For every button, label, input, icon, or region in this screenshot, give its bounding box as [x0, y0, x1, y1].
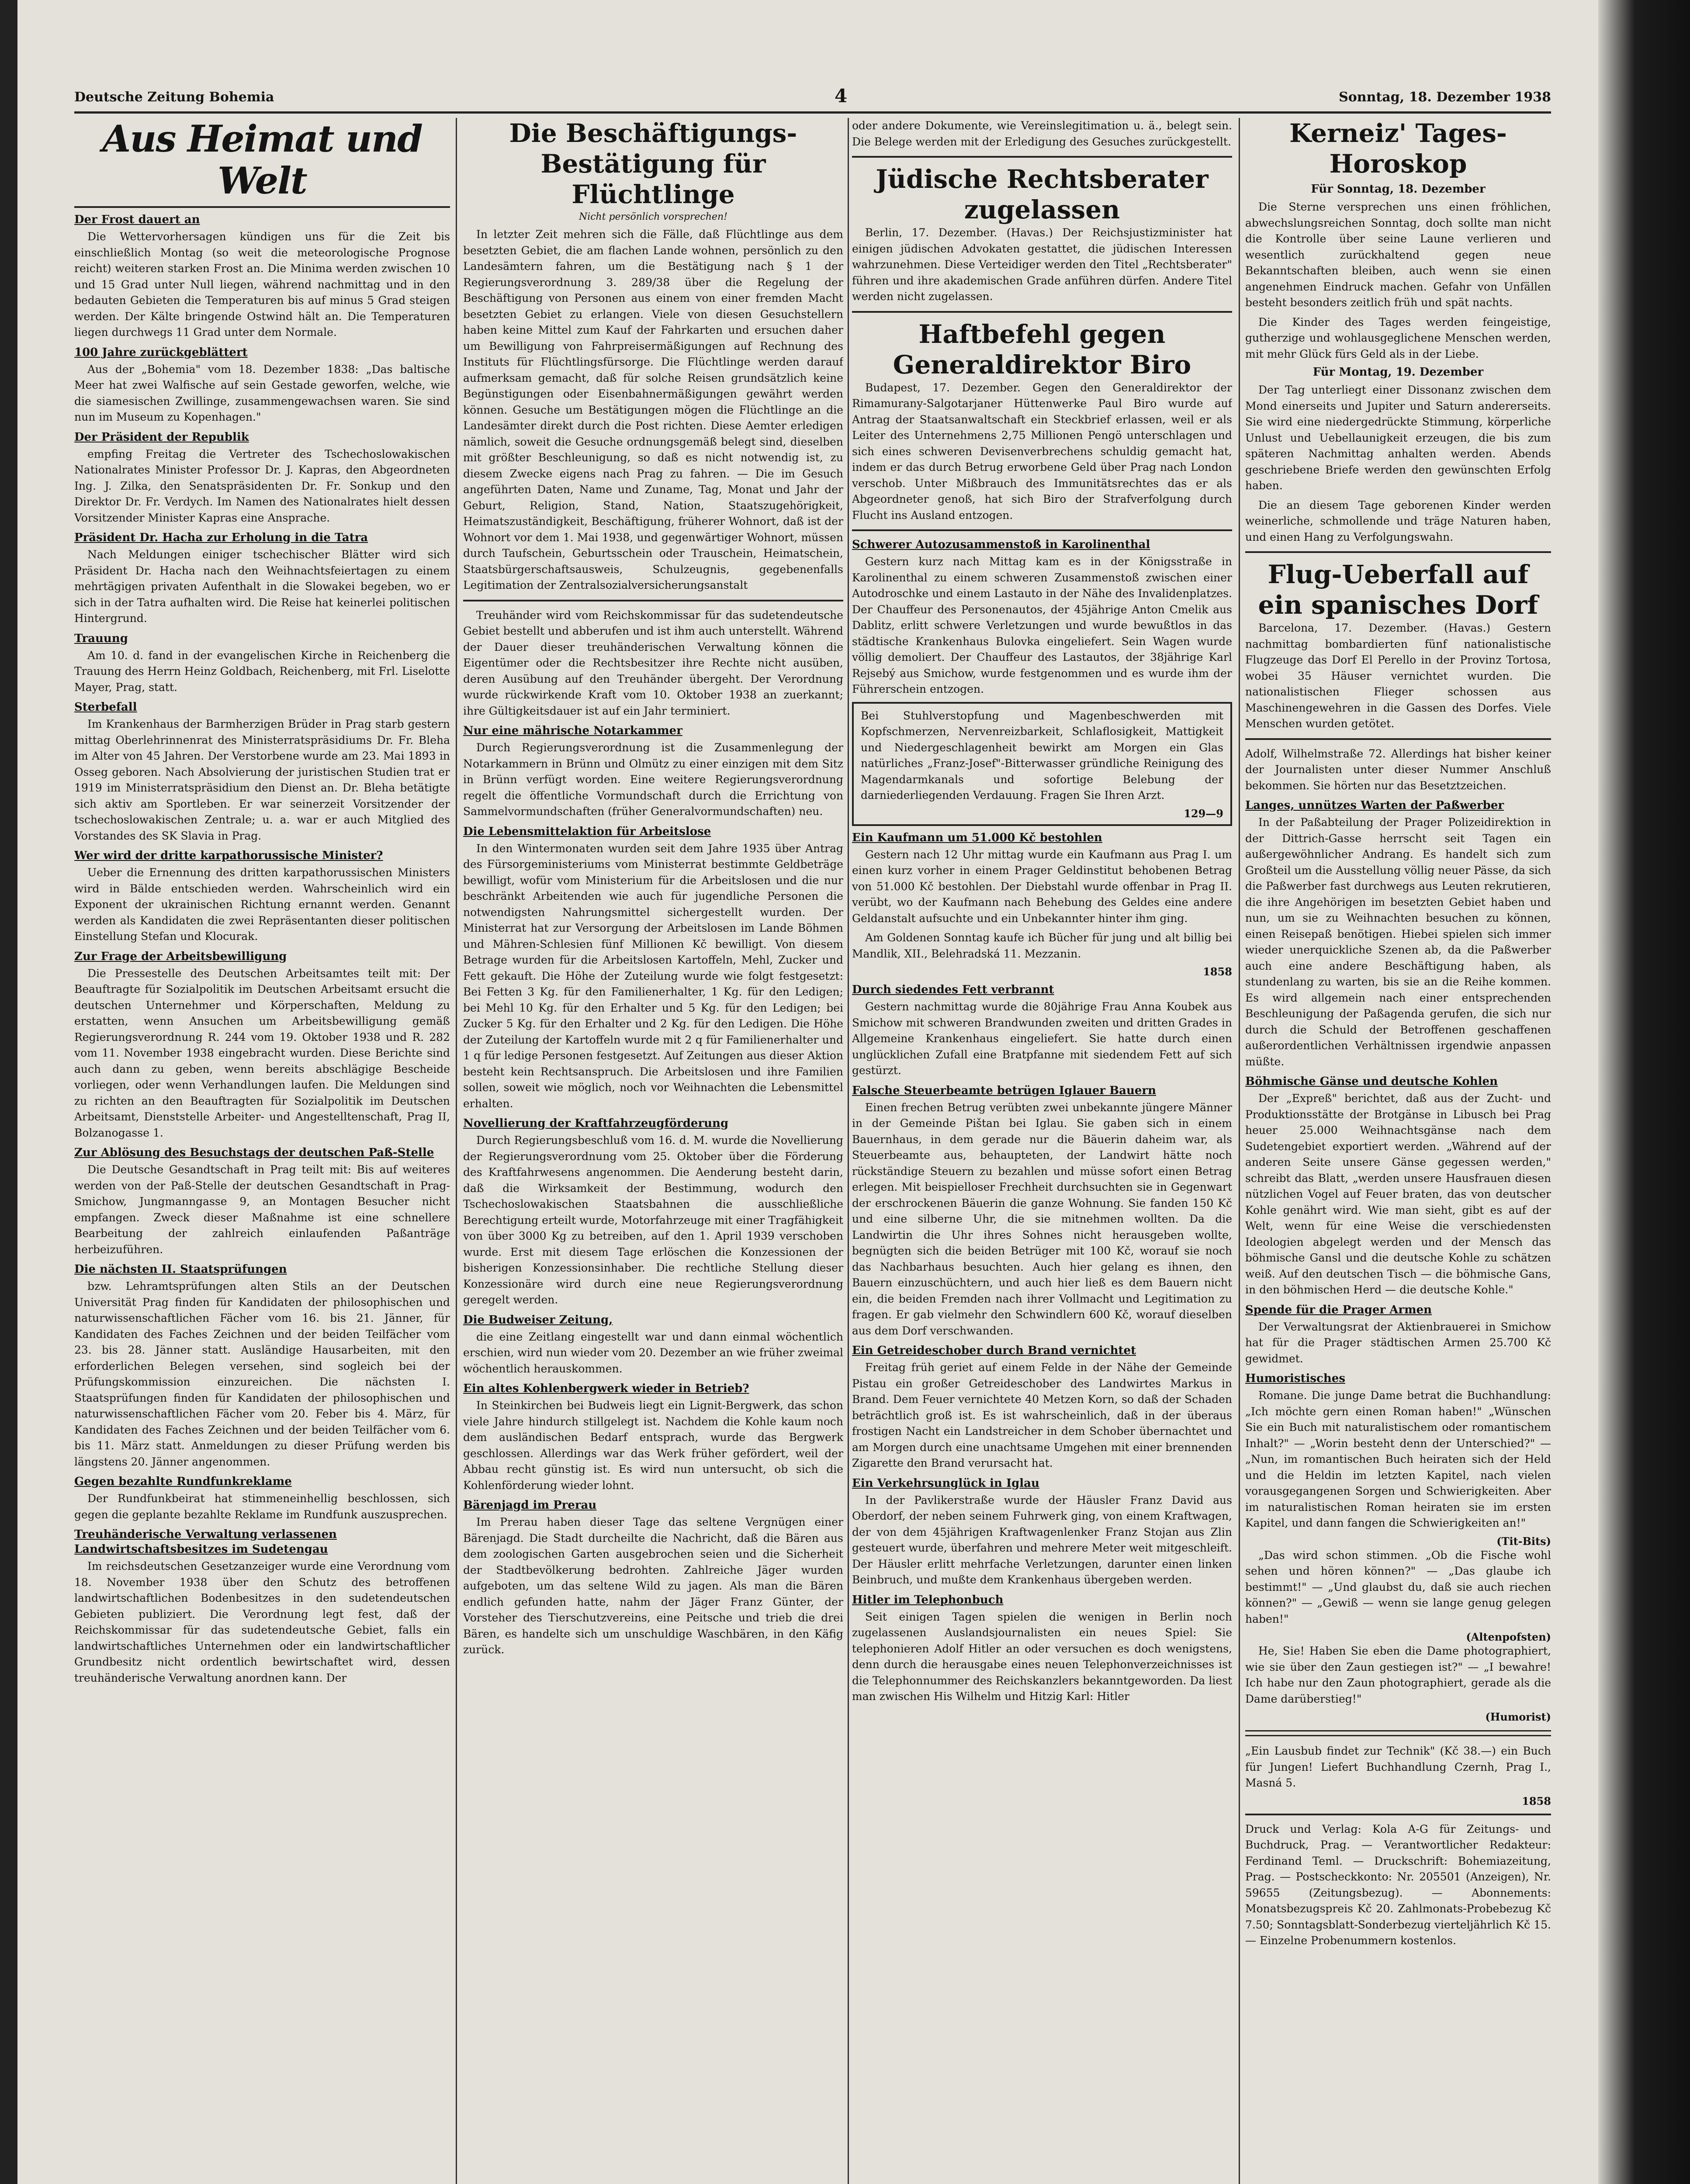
article-text: bzw. Lehramtsprüfungen alten Stils an der Deutschen Universität Prag finden für Kandidaten der philosophischen und naturwissenschaftlichen Fächer vom 16. bis 21. Jänner, für Kandidaten des Faches Zeichnen und der beiden Teilfächer vom 23. bis 28. Jänner statt. Ausländige Hausarbeiten, mit den erforderlichen Belegen versehen, sind sogleich bei der Prüfungskommission einzureichen. Die nächsten I. Staatsprüfungen finden für Kandidaten der philosophischen und naturwissenschaftlichen Fächer vom 20. Feber bis 4. März, für Kandidaten des Faches Zeichnen und der beiden Teilfächer vom 6. bis 11. März statt. Anmeldungen zu dieser Prüfung werden bis längstens 20. Jänner angenommen.	[74, 1280, 450, 1468]
article-heading: Ein altes Kohlenbergwerk wieder in Betrieb?	[463, 1382, 749, 1395]
article-text: Romane. Die junge Dame betrat die Buchhandlung: „Ich möchte gern einen Roman haben!" „Wünschen Sie ein Buch mit naturalistischem oder romantischem Inhalt?" — „Worin besteht denn der Unterschied?" — „Nun, im romantischen Buch heiraten sich der Held und die Heldin im letzten Kapitel, nach vielen vorausgegangenen Sorgen und Schwierigkeiten. Aber im naturalistischen Roman heiraten sie im ersten Kapitel, und dann fangen die Schwierigkeiten an!"	[1245, 1389, 1551, 1529]
article-heading: Humoristisches	[1245, 1372, 1345, 1385]
divider	[852, 156, 1232, 158]
article-text: In den Wintermonaten wurden seit dem Jahre 1935 über Antrag des Fürsorgeministeriums vom Ministerrat bestimmte Geldbeträge bewilligt, wofür vom Ministerium für die Arbeitslosen und die nur beschränkt Arbeitenden wie auch für jugendliche Personen die notwendigsten Nahrungsmittel sichergestellt wurden. Der Ministerrat hat zur Versorgung der Arbeitslosen im Lande Böhmen und Mähren-Schlesien fünf Millionen Kč bewilligt. Von diesem Betrage wurden für die Arbeitslosen Kartoffeln, Mehl, Zucker und Fett gekauft. Die Höhe der Zuteilung wurde wie folgt festgesetzt: Bei Fetten 3 Kg. für den Familienerhalter, 1 Kg. für den Ledigen; bei Mehl 10 Kg. für den Erhalter und 5 Kg. für den Ledigen; bei Zucker 5 Kg. für den Erhalter und 2 Kg. für den Ledigen. Die Höhe der Zuteilung der Kartoffeln wurde mit 2 q für Familienerhalter und 1 q für ledige Personen festgesetzt. Auf Zeitungen aus dieser Aktion besteht kein Rechtsanspruch. Die Arbeitslosen und ihre Familien sollen, soweit wie möglich, noch vor Weihnachten die Lebensmittel erhalten.	[463, 842, 843, 1110]
article-text: oder andere Dokumente, wie Vereinslegitimation u. ä., belegt sein. Die Belege werden mit der Erledigung des Gesuches zurückgestellt.	[852, 119, 1232, 148]
article-subtitle: Nicht persönlich vorsprechen!	[578, 211, 728, 222]
article-text: Freitag früh geriet auf einem Felde in der Nähe der Gemeinde Pistau ein großer Getreideschober des Landwirtes Markus in Brand. Dem Feuer vernichtete 40 Metzen Korn, so daß der Schaden beträchtlich groß ist. Es ist wahrscheinlich, daß in der überaus frostigen Nacht ein Landstreicher in dem Schober übernachtet und am Morgen durch eine unachtsame Umgehen mit einer brennenden Zigarette den Brand verursacht hat.	[852, 1361, 1232, 1469]
article-heading: Nur eine mährische Notarkammer	[463, 724, 682, 737]
column-1	[74, 118, 450, 2184]
column-rule	[456, 118, 457, 2184]
article-text: Aus der „Bohemia" vom 18. Dezember 1838: „Das baltische Meer hat zwei Walfische auf sein Gestade geworfen, welche, wie die siamesischen Zwillinge, zusammengewachsen waren. Sie sind nun im Museum zu Kopenhagen."	[74, 363, 450, 423]
article-text: Gestern kurz nach Mittag kam es in der Königsstraße in Karolinenthal zu einem schweren Zusammenstoß zwischen einer Autodroschke und einem Lastauto in der Nähe des Invalidenplatzes. Der Chauffeur des Personenautos, der 45jährige Anton Cmelik aus Dablitz, erlitt schwere Verletzungen und wurde bewußtlos in das städtische Krankenhaus Bulovka eingeliefert. Sein Wagen wurde völlig demoliert. Der Chauffeur des Lastautos, der 38jährige Karl Rejsebý aus Smichow, wurde festgenommen und es wurde ihm der Führerschein entzogen.	[852, 555, 1232, 695]
article-text: Nach Meldungen einiger tschechischer Blätter wird sich Präsident Dr. Hacha nach den Weihnachtsfeiertagen zu einem mehrtägigen privaten Aufenthalt in die Slowakei begeben, wo er sich in der Tatra aufhalten wird. Die Reise hat keinerlei politischen Hintergrund.	[74, 548, 450, 625]
divider	[852, 311, 1232, 313]
article-title: Die Beschäftigungs-Bestätigung für Flüchtlinge	[509, 118, 797, 209]
article-heading: Gegen bezahlte Rundfunkreklame	[74, 1475, 292, 1488]
article-heading: Durch siedendes Fett verbrannt	[852, 983, 1054, 996]
article-text: Barcelona, 17. Dezember. (Havas.) Gestern nachmittag bombardierten fünf nationalistische Flugzeuge das Dorf El Perello in der Provinz Tortosa, wobei 35 Häuser vernichtet wurden. Die nationalistischen Flieger schossen aus Maschinengewehren in die Gassen des Dorfes. Viele Menschen wurden getötet.	[1245, 622, 1551, 730]
article-heading: Novellierung der Kraftfahrzeugförderung	[463, 1117, 729, 1130]
scan-edge-left	[0, 0, 17, 2184]
article-text: Einen frechen Betrug verübten zwei unbekannte jüngere Männer in der Gemeinde Pištan bei Iglau. Sie gaben sich in einem Bauernhaus, in dem gerade nur die Bäuerin daheim war, als Steuerbeamte aus, behaupteten, der Landwirt hätte noch rückständige Steuern zu bezahlen und müsse sofort einen Betrag erlegen. Mit beispielloser Frechheit durchsuchten sie in Gegenwart der erschrockenen Bäuerin die ganze Wohnung. Sie fanden 150 Kč und eine silberne Uhr, die sie mitnehmen wollten. Da die Landwirtin die Uhr ihres Sohnes nicht herausgeben wollte, begnügten sich die beiden Betrüger mit 100 Kč, worauf sie noch das Nachbarhaus besuchten. Auch hier gelang es ihnen, den Bauern einzuschüchtern, und auch hier ließ es dem Bauern nicht ein, die beiden Fremden nach ihrer Vollmacht und Legitimation zu fragen. Er gab vielmehr den Schwindlern 600 Kč, worauf dieselben aus dem Dorf verschwanden.	[852, 1101, 1232, 1337]
ad-code: 1858	[1203, 965, 1232, 978]
article-text: Der Tag unterliegt einer Dissonanz zwischen dem Mond einerseits und Jupiter und Saturn andererseits. Sie wird eine niedergedrückte Stimmung, körperliche Unlust und Uebellaunigkeit erzeugen, die bis zum späteren Nachmittag anhalten werden. Abends geschriebene Briefe werden den gewünschten Erfolg haben.	[1245, 384, 1551, 492]
article-heading: Bärenjagd im Prerau	[463, 1499, 597, 1512]
advertisement-text: Am Goldenen Sonntag kaufe ich Bücher für jung und alt billig bei Mandlik, XII., Belehradská 11. Mezzanin.	[852, 931, 1232, 960]
article-text: Der Rundfunkbeirat hat stimmeneinhellig beschlossen, sich gegen die geplante bezahlte Reklame im Rundfunk auszusprechen.	[74, 1492, 450, 1521]
article-text: In Steinkirchen bei Budweis liegt ein Lignit-Bergwerk, das schon viele Jahre hindurch stillgelegt ist. Nachdem die Kohle kaum noch dem ausländischen Bedarf entsprach, wurde das Bergwerk geschlossen. Allerdings war das Werk früher gefördert, weil der Abbau recht günstig ist. Es wird nun untersucht, ob sich die Kohlenförderung wieder lohnt.	[463, 1399, 843, 1492]
article-text: „Das wird schon stimmen. „Ob die Fische wohl sehen und hören können?" — „Das glaube ich bestimmt!" — „Und glaubst du, daß sie auch riechen können?" — „Gewiß — wenn sie lange genug gelegen haben!"	[1245, 1548, 1551, 1625]
article-text: Ueber die Ernennung des dritten karpathorussischen Ministers wird in Bälde entschieden werden. Wahrscheinlich wird ein Exponent der ukrainischen Richtung ernannt werden. Genannt werden als Kandidaten die zwei Repräsentanten dieser politischen Einstellung Stefan und Klocurak.	[74, 866, 450, 943]
article-heading: Präsident Dr. Hacha zur Erholung in die Tatra	[74, 531, 368, 544]
imprint: Druck und Verlag: Kola A-G für Zeitungs- und Buchdruck, Prag. — Verantwortlicher Redakteur: Ferdinand Teml. — Druckschrift: Bohemiazeitung, Prag. — Postscheckkonto: Nr. 205501 (Anzeigen), Nr. 59655 (Zeitungsbezug). — Abonnements: Monatsbezugspreis Kč 20. Zahlmonats-Probebezug Kč 7.50; Sonntagsblatt-Sonderbezug vierteljährlich Kč 15. — Einzelne Probenummern kostenlos.	[1245, 1822, 1551, 1947]
article-heading: Sterbefall	[74, 701, 137, 714]
article-title: Flug-Ueberfall auf ein spanisches Dorf	[1258, 560, 1538, 620]
column-4	[1245, 118, 1551, 2184]
article-text: Im Krankenhaus der Barmherzigen Brüder in Prag starb gestern mittag Oberlehrinnenrat des Ministerratspräsidiums Dr. Fr. Bleha im Alter von 45 Jahren. Der Verstorbene wurde am 23. Mai 1893 in Osseg geboren. Nach Absolvierung der juristischen Studien trat er 1919 im Ministerratspräsidium den Dienst an. Dr. Bleha betätigte sich aktiv am Sportleben. Er war seinerzeit Vorsitzender der tschechoslowakischen Zentrale; u. a. war er auch Mitglied des Vorstandes des SK Slavia in Prag.	[74, 718, 450, 842]
article-text: In letzter Zeit mehren sich die Fälle, daß Flüchtlinge aus dem besetzten Gebiet, die am flachen Lande wohnen, persönlich zu den Landesämtern fahren, um die Bestätigung nach § 1 der Regierungsverordnung 3. 289/38 über die Regelung der Beschäftigung von Personen aus einem von einer fremden Macht besetzten Gebiet zu erlangen. Viele von diesen Gesuchstellern haben keine Mittel zum Kauf der Fahrkarten und ersuchen daher um Bewilligung von Fahrpreisermäßigungen auf Rechnung des Instituts für Flüchtlingsfürsorge. Die Flüchtlinge werden darauf aufmerksam gemacht, daß für solche Reisen grundsätzlich keine Begünstigungen oder Eisenbahnermäßigungen gewährt werden können. Gesuche um Bestätigungen mögen die Flüchtlinge an die Landesämter direkt durch die Post richten. Diese Aemter erledigen nämlich, soweit die Gesuche ordnungsgemäß belegt sind, dieselben mit größter Beschleunigung, so daß es nicht notwendig ist, zu diesem Zwecke eigens nach Prag zu fahren. — Die im Gesuch angeführten Daten, Name und Zuname, Tag, Monat und Jahr der Geburt, Religion, Stand, Nation, Staatszugehörigkeit, Heimatszuständigkeit, Beschäftigung, früherer Wohnort, daß ist der Wohnort vor dem 1. Mai 1938, und gegenwärtiger Wohnort, müssen durch Taufschein, Geburtsschein oder Trauschein, Heimatschein, Staatsbürgerschaftsausweis, Schulzeugnis, gegebenenfalls Legitimation der Zentralsozialversicherungsanstalt	[463, 228, 843, 591]
article-heading: Der Präsident der Republik	[74, 430, 249, 444]
advertisement-text: Bei Stuhlverstopfung und Magenbeschwerden mit Kopfschmerzen, Nervenreizbarkeit, Schlaflosigkeit, Mattigkeit und Niedergeschlagenheit bewirkt am Morgen ein Glas natürliches „Franz-Josef"-Bitterwasser gründliche Reinigung des Magendarmkanals und sofortige Belebung der darniederliegenden Verdauung. Fragen Sie Ihren Arzt.	[861, 709, 1223, 802]
ad-code: 129—9	[1184, 807, 1223, 820]
article-heading: Die Budweiser Zeitung,	[463, 1313, 613, 1327]
article-text: He, Sie! Haben Sie eben die Dame photographiert, wie sie über den Zaun gestiegen ist?" — „I bewahre! Ich habe nur den Zaun photographiert, gerade als die Dame darüberstieg!"	[1245, 1645, 1551, 1705]
article-text: Die Kinder des Tages werden feingeistige, gutherzige und wohlausgeglichene Menschen werden, mit mehr Glück fürs Geld als in der Liebe.	[1245, 315, 1551, 360]
article-heading: Langes, unnützes Warten der Paßwerber	[1245, 799, 1504, 812]
article-text: Die an diesem Tage geborenen Kinder werden weinerliche, schmollende und träge Naturen haben, und einen Hang zu Verfolgungswahn.	[1245, 498, 1551, 543]
article-text: Im reichsdeutschen Gesetzanzeiger wurde eine Verordnung vom 18. November 1938 über den Schutz des betroffenen landwirtschaftlichen Bodenbesitzes in den sudetendeutschen Gebieten publiziert. Die Verordnung legt fest, daß der Reichskommissar für das sudetendeutsche Gebiet, falls ein landwirtschaftliches Unternehmen oder ein landwirtschaftlicher Grundbesitz nicht ordentlich bewirtschaftet wird, dessen treuhänderische Verwaltung anordnen kann. Der	[74, 1560, 450, 1684]
divider	[1245, 1730, 1551, 1736]
article-heading: Böhmische Gänse und deutsche Kohlen	[1245, 1075, 1498, 1088]
article-title: Jüdische Rechtsberater zugelassen	[876, 164, 1209, 225]
article-heading: Wer wird der dritte karpathorussische Minister?	[74, 849, 383, 862]
article-text: Gestern nach 12 Uhr mittag wurde ein Kaufmann aus Prag I. um einen kurz vorher in einem Prager Geldinstitut behobenen Betrag von 51.000 Kč bestohlen. Der Diebstahl wurde offenbar in Prag II. verübt, wo der Kaufmann nach Behebung des Geldes eine andere Geldanstalt aufsuchte und ein Unbekannter hinter ihm ging.	[852, 848, 1232, 925]
article-heading: Hitler im Telephonbuch	[852, 1593, 1004, 1607]
article-heading: Ein Getreideschober durch Brand vernichtet	[852, 1344, 1136, 1357]
article-heading: Die Lebensmittelaktion für Arbeitslose	[463, 825, 711, 838]
article-heading: Treuhänderische Verwaltung verlassenen Landwirtschaftsbesitzes im Sudetengau	[74, 1528, 337, 1556]
article-text: Seit einigen Tagen spielen die wenigen in Berlin noch zugelassenen Auslandsjournalisten ein neues Spiel: Sie telephonieren Adolf Hitler an oder versuchen es doch wenigstens, denn durch die herausgabe eines neuen Telephonverzeichnisses ist die Telephonnummer des Reichskanzlers bekanntgeworden. Da liest man zwischen His Wilhelm und Hitzig Karl: Hitler	[852, 1610, 1232, 1703]
article-heading: Die nächsten II. Staatsprüfungen	[74, 1263, 287, 1276]
article-heading: Zur Ablösung des Besuchstags der deutschen Paß-Stelle	[74, 1146, 434, 1159]
article-text: Adolf, Wilhelmstraße 72. Allerdings hat bisher keiner der Journalisten unter dieser Nummer Anschluß bekommen. Sie hörten nur das Besetztzeichen.	[1245, 747, 1551, 792]
article-heading: Schwerer Autozusammenstoß in Karolinenthal	[852, 538, 1150, 551]
article-text: Der „Expreß" berichtet, daß aus der Zucht- und Produktionsstätte der Brotgänse in Libusch bei Prag heuer 25.000 Weihnachtsgänse nach dem Sudetengebiet exportiert werden. „Während auf der anderen Seite unsere Gänse gegessen werden," schreibt das Blatt, „werden unsere Hausfrauen diesen nützlichen Vogel auf Feuer braten, das von deutscher Kohle genährt wird. Wie man sieht, gibt es auf der Welt, wenn für eine Weise die verschiedensten Ideologien abgelegt werden und der Mensch das böhmische Gansl und die deutsche Kohle zu schätzen weiß. Auf den deutschen Tisch — die böhmische Gans, in den böhmischen Herd — die deutsche Kohle."	[1245, 1092, 1551, 1296]
section-title: Aus Heimat und Welt	[74, 118, 450, 208]
issue-date: Sonntag, 18. Dezember 1938	[1339, 90, 1551, 105]
divider	[852, 529, 1232, 531]
article-text: Im Prerau haben dieser Tage das seltene Vergnügen einer Bärenjagd. Die Stadt durcheilte die Nachricht, daß die Bären aus dem zoologischen Garten ausgebrochen seien und die Sicherheit der Stadtbevölkerung bedrohten. Zahlreiche Jäger wurden aufgeboten, um das seltene Wild zu jagen. Als man die Bären endlich gefunden hatte, nahm der Jäger Franz Günter, der Vorsteher des Tierschutzvereins, eine Peitsche und trieb die drei Bären, es handelte sich um unschuldige Waschbären, in den Käfig zurück.	[463, 1516, 843, 1656]
horoscope-date: Für Montag, 19. Dezember	[1313, 366, 1484, 379]
article-text: Durch Regierungsverordnung ist die Zusammenlegung der Notarkammern in Brünn und Olmütz zu einer einzigen mit dem Sitz in Brünn verfügt worden. Eine weitere Regierungsverordnung regelt die öffentliche Vormundschaft durch die Errichtung von Sammelvormundschaften (früher Generalvormundschaften) neu.	[463, 741, 843, 818]
page-header	[74, 85, 1551, 114]
article-text: Gestern nachmittag wurde die 80jährige Frau Anna Koubek aus Smichow mit schweren Brandwunden zweiten und dritten Grades in Allgemeine Krankenhaus eingeliefert. Sie hatte durch einen unglücklichen Zufall eine Bratpfanne mit siedendem Fett auf sich gestürzt.	[852, 1000, 1232, 1077]
article-text: Die Deutsche Gesandtschaft in Prag teilt mit: Bis auf weiteres werden von der Paß-Stelle der deutschen Gesandtschaft in Prag-Smichow, Jungmanngasse 9, an Montagen Besucher nicht empfangen. Zweck dieser Maßnahme ist eine schnellere Bearbeitung der zahlreich einlaufenden Paßanträge herbeizuführen.	[74, 1163, 450, 1256]
quote-source: (Tit-Bits)	[1496, 1534, 1551, 1548]
article-heading: Zur Frage der Arbeitsbewilligung	[74, 950, 287, 963]
article-text: Budapest, 17. Dezember. Gegen den Generaldirektor der Rimamurany-Salgotarjaner Hüttenwerke Paul Biro wurde auf Antrag der Staatsanwaltschaft ein Steckbrief erlassen, weil er als Leiter des Unternehmens 2,75 Millionen Pengö unterschlagen und sich eines schweren Devisenverbrechens schuldig gemacht hat, indem er das durch Betrug erworbene Geld über Prag nach London verschob. Unter Mißbrauch des Immunitätsrechtes das er als Abgeordneter genoß, hat sich Biro der Strafverfolgung durch Flucht ins Ausland entzogen.	[852, 381, 1232, 522]
article-heading: 100 Jahre zurückgeblättert	[74, 346, 248, 359]
article-text: Berlin, 17. Dezember. (Havas.) Der Reichsjustizminister hat einigen jüdischen Advokaten gestattet, die jüdischen Interessen wahrzunehmen. Diese Verteidiger werden den Titel „Rechtsberater" führen und ihre akademischen Grade anführen dürfen. Andere Titel werden nicht zugelassen.	[852, 226, 1232, 303]
article-text: Die Sterne versprechen uns einen fröhlichen, abwechslungsreichen Sonntag, doch sollte man nicht die Kontrolle über seine Laune verlieren und wesentlich zurückhaltend gegen neue Bekanntschaften bleiben, auch wenn sie einen angenehmen Eindruck machen. Gefahr von Unfällen besteht besonders zeitlich früh und spät nachts.	[1245, 200, 1551, 309]
advertisement-box	[852, 702, 1232, 826]
column-rule	[848, 118, 849, 2184]
article-text: In der Pavlikerstraße wurde der Häusler Franz David aus Oberdorf, der neben seinem Fuhrwerk ging, von einem Kraftwagen, der von dem 45jährigen Kraftwagenlenker Franz Stojan aus Zlin gesteuert wurde, überfahren und mehrere Meter weit mitgeschleift. Der Häusler erlitt mehrfache Verletzungen, darunter einen linken Beinbruch, und mußte dem Krankenhaus übergeben werden.	[852, 1493, 1232, 1586]
advertisement-text: „Ein Lausbub findet zur Technik" (Kč 38.—) ein Buch für Jungen! Liefert Buchhandlung Czernh, Prag I., Masná 5.	[1245, 1745, 1551, 1789]
divider	[1245, 551, 1551, 553]
article-text: Die Wettervorhersagen kündigen uns für die Zeit bis einschließlich Montag (so weit die meteorologische Prognose reicht) weiteren starken Frost an. Die Minima werden zwischen 10 und 15 Grad unter Null liegen, während nachmittag und in den bedauten Gebieten die Temperaturen bis auf minus 5 Grad steigen werden. Der Kälte bringende Ostwind hält an. Die Temperaturen liegen durchwegs 11 Grad unter dem Normale.	[74, 230, 450, 339]
divider	[463, 600, 843, 601]
article-heading: Falsche Steuerbeamte betrügen Iglauer Bauern	[852, 1084, 1157, 1097]
article-heading: Ein Verkehrsunglück in Iglau	[852, 1476, 1039, 1490]
article-heading: Der Frost dauert an	[74, 213, 200, 226]
article-text: empfing Freitag die Vertreter des Tschechoslowakischen Nationalrates Minister Professor Dr. J. Kapras, den Abgeordneten Ing. J. Zilka, den Senatspräsidenten Dr. Fr. Sonkup und den Direktor Dr. Fr. Verdych. Im Namen des Nationalrates hielt dessen Vorsitzender Minister Kapras eine Ansprache.	[74, 447, 450, 524]
column-3	[852, 118, 1232, 2184]
article-heading: Ein Kaufmann um 51.000 Kč bestohlen	[852, 831, 1102, 844]
article-text: Der Verwaltungsrat der Aktienbrauerei in Smichow hat für die Prager städtischen Armen 25.700 Kč gewidmet.	[1245, 1320, 1551, 1365]
page-number: 4	[835, 85, 848, 107]
horoscope-date: Für Sonntag, 18. Dezember	[1311, 183, 1486, 196]
column-2	[463, 118, 843, 2184]
divider	[1245, 738, 1551, 740]
article-text: die eine Zeitlang eingestellt war und dann einmal wöchentlich erschien, wird nun wieder vom 20. Dezember an wie früher zweimal wöchentlich herauskommen.	[463, 1330, 843, 1375]
ad-code: 1858	[1522, 1794, 1551, 1807]
quote-source: (Altenpofsten)	[1466, 1631, 1551, 1643]
article-title: Haftbefehl gegen Generaldirektor Biro	[893, 319, 1191, 380]
article-text: Die Pressestelle des Deutschen Arbeitsamtes teilt mit: Der Beauftragte für Sozialpolitik im Deutschen Arbeitsamt ersucht die deutschen Unternehmer und Körperschaften, Meldung zu erstatten, wenn Ansuchen um Arbeitsbewilligung gemäß Regierungsverordnung R. 244 vom 19. Oktober 1938 und R. 282 vom 11. November 1938 eingebracht wurden. Diese Berichte sind auch dann zu geben, wenn bereits abschlägige Bescheide vorliegen, oder wenn Verhandlungen laufen. Die Meldungen sind zu richten an den Beauftragten für Sozialpolitik im Deutschen Arbeitsamt, Dienststelle Arbeiter- und Angestelltenschaft, Prag II, Bolzanogasse 1.	[74, 967, 450, 1139]
article-text: Durch Regierungsbeschluß vom 16. d. M. wurde die Novellierung der Regierungsverordnung vom 25. Oktober über die Förderung des Kraftfahrwesens angenommen. Die Aenderung besteht darin, daß die Wirksamkeit der Bestimmung, wodurch den Tschechoslowakischen Staatsbahnen die ausschließliche Berechtigung erteilt wurde, Motorfahrzeuge mit einer Tragfähigkeit von über 3000 Kg zu betreiben, auf den 1. April 1939 verschoben wurde. Erst mit diesem Tage erlöschen die Konzessionen der bisherigen Konzessionsinhaber. Die rechtliche Stellung dieser Konzessionäre wird durch eine neue Regierungsverordnung geregelt werden.	[463, 1134, 843, 1306]
article-heading: Trauung	[74, 632, 128, 645]
article-text: Treuhänder wird vom Reichskommissar für das sudetendeutsche Gebiet bestellt und abberufen und ist ihm auch unterstellt. Während der Dauer dieser treuhänderischen Verwaltung können die Eigentümer oder die Rechtsbesitzer ihre Rechte nicht ausüben, deren Ausübung auf den Treuhänder übergeht. Der Verordnung wurde rückwirkende Kraft vom 10. Oktober 1938 an zuerkannt; ihre Gültigkeitsdauer ist auf ein Jahr terminiert.	[463, 608, 843, 717]
divider	[1245, 1814, 1551, 1815]
quote-source: (Humorist)	[1485, 1711, 1551, 1723]
article-text: In der Paßabteilung der Prager Polizeidirektion in der Dittrich-Gasse herrscht seit Tagen ein außergewöhnlicher Andrang. Es handelt sich zum Großteil um die Ausstellung völlig neuer Pässe, da sich die Paßwerber fast durchwegs aus Leuten rekrutieren, die ihre Angehörigen im besetzten Gebiet haben und nun, um sie zu Weihnachten besuchen zu können, einen Reisepaß benötigen. Hiebei spielen sich immer wieder unerquickliche Szenen ab, da die Paßwerber auch eine andere Beschäftigung haben, als stundenlang zu warten, bis sie an die Reihe kommen. Es wird allgemein nach einer entsprechenden Beschleunigung der Paßagenda gerufen, die sich nur durch die Schuld der Betroffenen geschaffenen außerordentlichen Verhältnissen irgendwie anpassen müßte.	[1245, 816, 1551, 1068]
article-heading: Spende für die Prager Armen	[1245, 1303, 1432, 1317]
masthead-name: Deutsche Zeitung Bohemia	[74, 90, 274, 105]
column-rule	[1239, 118, 1240, 2184]
scan-edge-right	[1598, 0, 1690, 2184]
article-text: Am 10. d. fand in der evangelischen Kirche in Reichenberg die Trauung des Herrn Heinz Goldbach, Reichenberg, mit Frl. Liselotte Mayer, Prag, statt.	[74, 649, 450, 694]
article-title: Kerneiz' Tages-Horoskop	[1289, 118, 1507, 179]
